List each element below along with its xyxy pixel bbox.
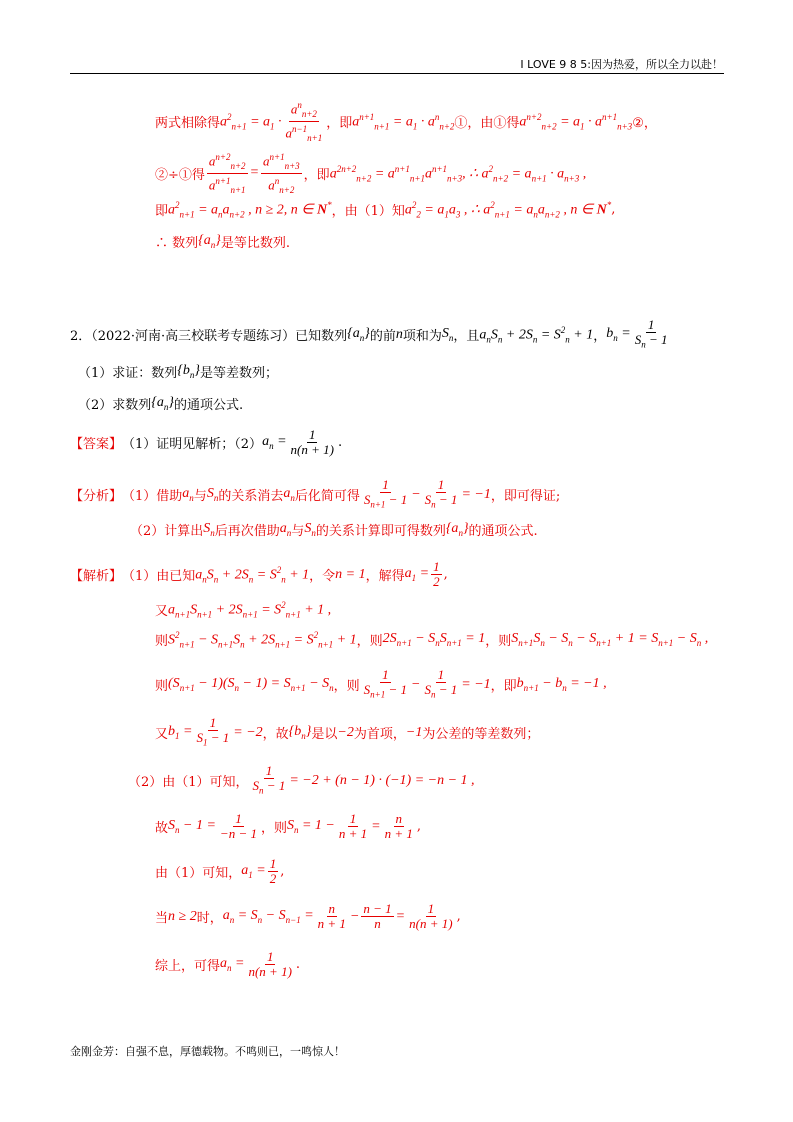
problem-stem: 2．（2022·河南·高三校联考专题练习）已知数列 $\{a_n\}$ 的前 n 项和为 $S_n$ ，且 $a_nS_n + 2S_n = S^2_n + 1$ ， $b_n$ = $\frac{1}{S_n - 1}$ bbox=[70, 317, 668, 350]
solution-line-10: 综上，可得 $a_n$ = $\frac{1}{n(n + 1)}$ . bbox=[155, 949, 301, 979]
solution-line-2: 又 $a_{n+1}S_{n+1} + 2S_{n+1} = S^2_{n+1} + 1$ , bbox=[155, 600, 332, 620]
header-slogan: I LOVE 9 8 5:因为热爱，所以全力以赴！ bbox=[520, 58, 723, 71]
problem-q2: （2）求数列 $\{a_n\}$ 的通项公式. bbox=[78, 395, 244, 413]
answer-tag: 【答案】 bbox=[70, 437, 123, 452]
prev-line-2: ②÷①得 $\frac{a^{n+2}_{n+2}}{a^{n+1}_{n+1}}$ = $\frac{a^{n+1}_{n+3}}{a^n_{n+2}}$ ，即 $a^{2n+2}_{n+2} = a^{n+1}_{n+1}a^{n+1}_{n+3}$, ∴ $a^2_{n+2} = a_{n+1} \cdot a_{n+3}$ , bbox=[155, 152, 587, 195]
solution-line-7: 故 $S_n - 1$ = $\frac{1}{-n - 1}$ ，则 $S_n = 1$ − $\frac{1}{n + 1}$ = $\frac{n}{n + 1}$ , bbox=[155, 811, 422, 841]
problem-q1: （1）求证：数列 $\{b_n\}$ 是等差数列； bbox=[78, 363, 279, 381]
prev-text: 两式相除得 bbox=[155, 115, 221, 131]
analysis-line-1: 【分析】 （1）借助 $a_n$ 与 $S_n$ 的关系消去 $a_n$ 后化简可得 $\frac{1}{S_{n+1} - 1}$ − $\frac{1}{S_n - 1}$ = −1 ，即可得证; bbox=[70, 477, 561, 510]
analysis-tag: 【分析】 bbox=[70, 489, 123, 505]
solution-line-3: 则 $S^2_{n+1} - S_{n+1}S_n + 2S_{n+1} = S^2_{n+1} + 1$ ，则 $2S_{n+1} - S_nS_{n+1} = 1$ ，则 $S_{n+1}S_n - S_n - S_{n+1} + 1 = S_{n+1} - S_n$ , bbox=[155, 630, 709, 650]
page-footer: 金刚金芳：自强不息，厚德载物。不鸣则已，一鸣惊人！ bbox=[70, 1045, 345, 1058]
answer-line: 【答案】 （1）证明见解析；（2） $a_n$ = $\frac{1}{n(n + 1)}$ . bbox=[70, 427, 343, 457]
solution-line-1: 【解析】 （1）由已知 $a_nS_n + 2S_n = S^2_n + 1$ ，令 n = 1 ，解得 $a_1$ = $\frac{1}{2}$ , bbox=[70, 559, 448, 589]
solution-line-6: （2）由（1）可知， $\frac{1}{S_n - 1}$ = −2 + (n − 1) · (−1) = −n − 1 , bbox=[128, 763, 475, 796]
header-rule bbox=[70, 73, 724, 74]
analysis-line-2: （2）计算出 $S_n$ 后再次借助 $a_n$ 与 $S_n$ 的关系计算即可得数列 $\{a_n\}$ 的通项公式. bbox=[130, 521, 538, 539]
solution-line-9: 当 n ≥ 2 时， $a_n = S_n - S_{n-1}$ = $\frac{n}{n + 1}$ − $\frac{n - 1}{n}$ = $\frac{1}{n(n + 1)}$ , bbox=[155, 901, 461, 931]
solution-tag: 【解析】 bbox=[70, 569, 123, 584]
prev-line-4: ∴ 数列 $\{a_n\}$ 是等比数列. bbox=[155, 233, 290, 251]
solution-line-5: 又 $b_1$ = $\frac{1}{S_1 - 1}$ = −2 ，故 $\{b_n\}$ 是以 −2 为首项， −1 为公差的等差数列； bbox=[155, 715, 540, 748]
solution-line-8: 由（1）可知， $a_1$ = $\frac{1}{2}$ , bbox=[155, 856, 285, 886]
prev-line-1: 两式相除得 $a^2_{n+1} = a_1$ · $\frac{a^n_{n+2}}{a^{n-1}_{n+1}}$ ，即 $a^{n+1}_{n+1} = a_1 \cdot a^n_{n+2}$ ①，由①得 $a^{n+2}_{n+2} = a_1 \cdot a^{n+1}_{n+3}$ ②， bbox=[155, 100, 657, 143]
solution-line-4: 则 $(S_{n+1} - 1)(S_n - 1) = S_{n+1} - S_n$ ，则 $\frac{1}{S_{n+1} - 1}$ − $\frac{1}{S_n - 1}$ = −1 ，即 $b_{n+1} - b_n = -1$ , bbox=[155, 667, 607, 700]
prev-line-3: 即 $a^2_{n+1} = a_na_{n+2}$ , n ≥ 2, n ∈ N* ，由（1）知 $a^2_2 = a_1a_3$ , ∴ $a^2_{n+1} = a_na_{n+2}$ , n ∈ N* , bbox=[155, 200, 616, 220]
